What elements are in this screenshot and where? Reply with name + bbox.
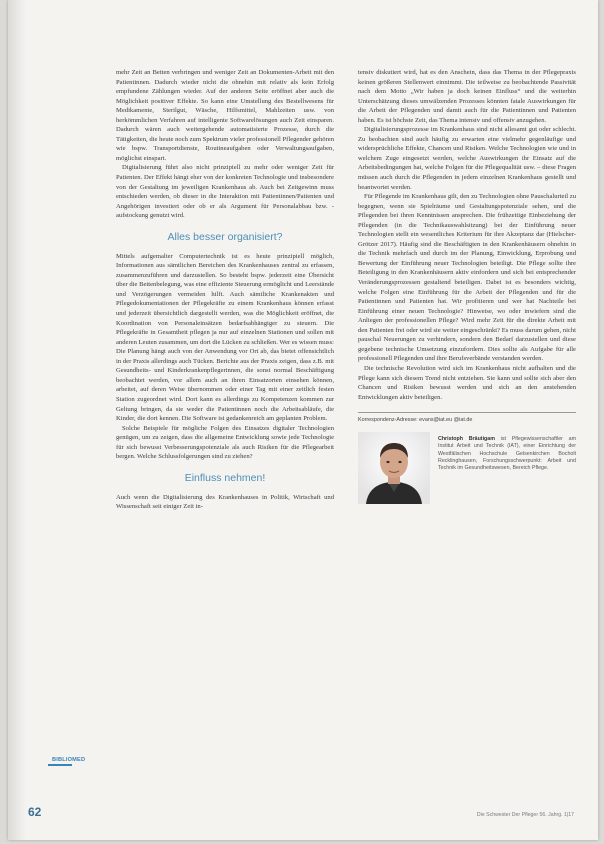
left-column (116, 68, 334, 512)
journal-footer: Die Schwester Der Pfleger 56. Jahrg. 1|17 (476, 812, 574, 818)
paragraph: tensiv diskutiert wird, hat es den Anschein, dass das Thema in der Pflegepraxis keinen größeren Stellenwert einnimmt. Die teilweise zu beobachtende Passivität nach dem Motto „Wir haben ja doch keinen Einfluss“ und die weiterhin Unterschätzung dieses umwälzenden Prozesses könnten fatale Auswirkungen für die Arbeit der Pflegenden und damit auch für die Patientinnen und Patienten haben. Es ist höchste Zeit, das Thema intensiv und offensiv anzugehen. (358, 69, 576, 124)
divider (358, 412, 576, 413)
paragraph: mehr Zeit an Betten verbringen und weniger Zeit an Dokumenten-Arbeit mit den Patientinnen. Dadurch wieder nicht die ohnehin mit relativ als kein Erfolg empfundene Zählungen wieder. Auf der anderen Seite eröffnet aber auch die Möglichkeit positiver Effekte. So kann eine Umstellung des Bestellwesens für Medikamente, Sterilgut, Wäsche, Hilfsmittel, Mahlzeiten usw. von herkömmlichen Verfahren auf intelligente Softwarelösungen auch Zeit einsparen. Dadurch wären auch weitergehende automatisierte Prozesse, durch die Tätigkeiten, die heute noch zum Spektrum vieler professionell Pflegender gehören wie bspw. Transportdienste, Routineaufgaben oder Verwaltungsaufgaben, möglichst einspart. (116, 69, 334, 162)
binding-shadow (8, 0, 26, 840)
author-bio-text (438, 432, 576, 472)
author-name: Christoph Bräutigam (438, 436, 495, 443)
paragraph: Für Pflegende im Krankenhaus gilt, den zu Technologien ohne Pauschalurteil zu begegnen, wenn sie Spielräume und Gestaltungspotenziale sehen, und die Pflegenden bei ihren Kenntnissen ansprechen. Die frühzeitige Einbeziehung der Pflegenden (in die Technikauswahlsitzung) bei der Einführung neuer Technologien stellt ein wesentliches Kriterium für ihre Akzeptanz dar (Hielscher-Grötzer 2017). Häufig sind die Beschäftigten in den Krankenhäusern ohnehin in die Technik mehrfach und durch im der Planung, Einwicklung, Erprobung und Bewertung der Einführung neuer Technologien beteiligt. Die Pflege sollte ihre Beteiligung in den Krankenhäusern aktiv einfordern und sich bei entsprechender Veränderungsprozessen gestaltend beteiligen. Dabei ist es besonders wichtig, welche Folgen eine Einführung für die Arbeit der Pflegenden und für die Patientinnen und Patienten hat. Wir profitieren und wer hat Nachteile bei Einführung einer neuen Technologie? Hinweise, wo oder inwiefern sind die Anliegen der professionellen Pflege? Wird mehr Zeit für die direkte Arbeit mit den Patienten frei oder wird sie weiter eingeschränkt? Es muss darum gehen, nicht pauschal Neuerungen zu verhindern, sondern den Bedarf darzustellen und diese gegebene technische Umsetzung einzufordern. Dies sollte als Aufgabe für alle professionell Pflegenden und ihre Berufsverbände verstanden werden. (358, 193, 577, 363)
paragraph: Digitalisierungsprozesse im Krankenhaus sind nicht allesamt gut oder schlecht. Zu beobachten sind auch häufig zu erwarten eine vielmehr gegenläufige und widersprüchliche Effekte, Chancen und Risiken. Welche Technologien wie und in welchem Zuge eingesetzt werden, welche Auswirkungen ihr Einsatz auf die Arbeitsbedingungen hat, welche Folgen für die Pflegequalität usw. – diese Fragen müssen auch durch die Pflegenden in jedem einzelnen Krankenhaus gestellt und beantwortet werden. (358, 126, 576, 191)
paragraph: Solche Beispiele für mögliche Folgen des Einsatzes digitaler Technologien genügen, um zu zeigen, dass die allgemeine Entwicklung sowie jede Technologie für sich bewusst Verbesserungspotenziale als auch Risiken für die Pflegearbeit bergen. Welche Schlussfolgerungen sind zu ziehen? (116, 424, 334, 461)
author-portrait (358, 432, 430, 504)
publisher-logo-mark (48, 764, 72, 766)
paragraph: Mittels aufgemalter Computertechnik ist es heute prinzipiell möglich, Informationen aus sämtlichen Bereichen des Krankenhauses zentral zu erfassen, zusammenzuführen und darzustellen. So besteht bspw. jederzeit eine Übersicht über die Bettenbelegung, was eine effiziente Steuerung ermöglicht und Leerstände und Verzögerungen vermeiden hilft. Auch sämtliche Krankenakten und Pflegedokumentationen der Pflegekräfte zu einem Krankenhaus können erfasst und jederzeit übersichtlich dargestellt werden, was die Möglichkeit eröffnet, die Koordination von Personaleinsätzen bedarfsabhängiger zu steuern. Die Pflegekräfte in Gesamtheit pflegen ja nur auf einzelnen Stationen und sollen mit anderen Leuten zusammen, um dort die Lücken zu schließen. Wer es wissen muss: Die Planung hängt auch von der Anwendung vor Ort ab, das bietet offensichtlich in der Praxis allerdings auch Tücken. Berichte aus der Praxis zeigen, dass z.B. mit Gesundheits- und Kinderkrankenpflegerinnen, die sonst normal Beschäftigung beobachtet werden, vor allem auch an ihren Einsatzorten einsehen können, arbeitet, auf deren Weise übernommen oder einer Tag mit einer zeitlich festen Station zugeordnet wird. Dort kann es allerdings zu Kompetenzen kommen zur Geltung bringen, da sie weder die Patientinnen noch die Arbeitsabläufe, die Kinder, die dort kennen. Die Software ist gedankenreich am geplanten Problem. (116, 252, 334, 423)
contact-address: Korrespondenz-Adresse: evans@iat.eu @iat.de (358, 417, 473, 424)
author-description: ist Pflegewissenschaftler am Institut Arbeit und Technik (IAT), einer Einrichtung der Westfälischen Hochschule Gelsenkirchen Bocholt Recklinghausen, Forschungsschwerpunkt: Arbeit und Technik im Gesundheitswesen, Bereich Pflege. (438, 436, 576, 471)
author-bio (358, 432, 576, 504)
publisher-logo: BIBLIOMED (52, 757, 86, 763)
paragraph: Digitalisierung führt also nicht prinzipiell zu mehr oder weniger Zeit für Patienten. Der Effekt hängt eher von der konkreten Technologie und insbesondere von der Gestaltung im jeweiligen Krankenhaus ab. Auch bei Zeitgewinn muss entschieden werden, ob dieser in die Interaktion mit Patientinnen/Patienten und Angehörigen investiert oder ob er als Argument für Personalabbau bzw. -aufstockung genutzt wird. (116, 164, 334, 220)
magazine-page (8, 0, 598, 840)
right-column (358, 68, 576, 504)
page-number: 62 (28, 805, 42, 819)
paragraph: Auch wenn die Digitalisierung des Krankenhauses in Politik, Wirtschaft und Wissenschaft seit einiger Zeit in- (116, 493, 334, 511)
paragraph: Die technische Revolution wird sich im Krankenhaus nicht aufhalten und die Pflege kann sich diesem Trend nicht entziehen. Sie kann und sollte sich aber den Chancen und Risiken bewusst werden und sich an den anstehenden Entwicklungen aktiv beteiligen. (358, 364, 576, 401)
section-heading: Alles besser organisiert? (167, 230, 283, 243)
section-heading: Einfluss nehmen! (184, 471, 266, 484)
